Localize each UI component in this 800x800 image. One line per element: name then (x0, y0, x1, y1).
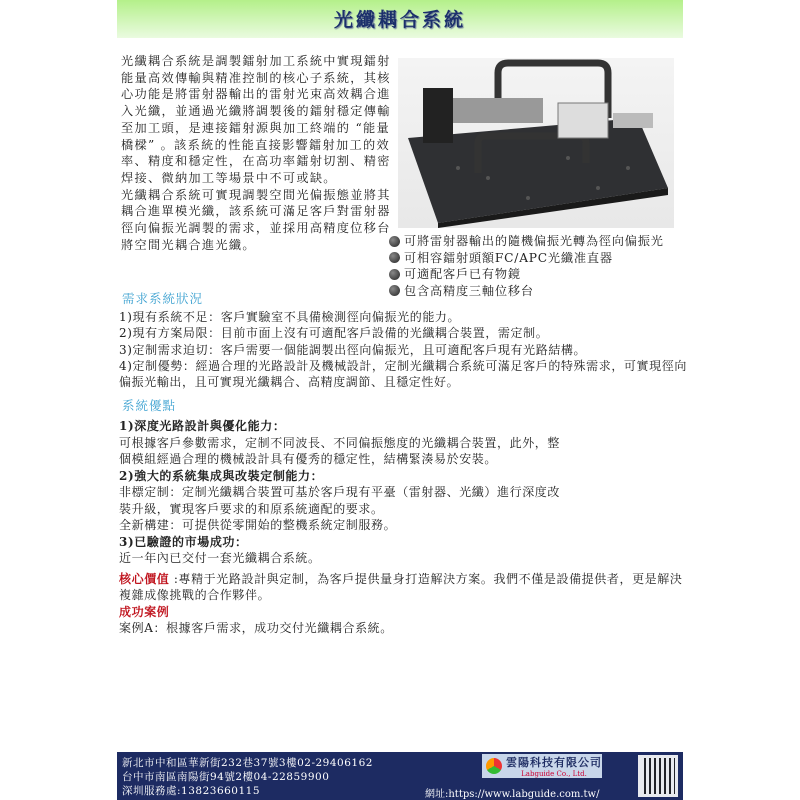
requirement-item: 2)現有方案局限：目前市面上沒有可適配客戶設備的光纖耦合裝置，需定制。 (119, 326, 549, 341)
core-value-text: :專精于光路設計與定制，為客戶提供量身打造解決方案。我們不僅是設備提供者，更是解決複雜成像挑戰的合作夥伴。 (119, 572, 683, 603)
advantages-list (119, 418, 689, 567)
cases-heading: 成功案例 (119, 604, 170, 619)
feature-item (389, 266, 664, 283)
requirements-heading: 需求系統狀況 (122, 291, 204, 306)
feature-text: 可將雷射器輸出的隨機偏振光轉為徑向偏振光 (404, 234, 664, 248)
intro-paragraph: 光纖耦合系統可實現調製空間光偏振態並將其耦合進單模光纖，該系統可滿足客戶對雷射器徑向偏振光調製的需求，並採用高精度位移台將空間光耦合進光纖。 (121, 187, 391, 252)
qr-code-icon (638, 755, 678, 797)
address-line: 台中市南區南陽街94號2樓04-22859900 (122, 771, 330, 783)
bullet-icon (389, 269, 400, 280)
feature-text: 包含高精度三軸位移台 (404, 283, 534, 298)
case-item: 案例A：根據客戶需求，成功交付光纖耦合系統。 (119, 620, 393, 635)
intro-text (121, 53, 391, 253)
title-banner (117, 0, 683, 38)
feature-item (389, 233, 664, 250)
requirements-list (119, 309, 689, 390)
feature-item (389, 250, 664, 267)
advantage-title: 2)強大的系統集成與改裝定制能力： (119, 468, 324, 483)
advantage-text: 全新構建：可提供從零開始的整機系統定制服務。 (119, 518, 397, 532)
company-name: 雲陽科技有限公司 (506, 756, 602, 769)
advantage-text: 裝升級，實現客戶要求的和原系統適配的要求。 (119, 501, 384, 516)
company-logo (482, 754, 602, 778)
bullet-icon (389, 285, 400, 296)
core-value-label: 核心價值 (119, 572, 170, 586)
footer (117, 752, 683, 800)
feature-item (389, 283, 664, 300)
advantage-text: 非標定制：定制光纖耦合裝置可基於客戶現有平臺（雷射器、光纖）進行深度改 (119, 485, 561, 499)
product-image (398, 58, 674, 228)
bullet-icon (389, 236, 400, 247)
address-line: 新北市中和區華新街232巷37號3樓02-29406162 (122, 757, 373, 769)
requirement-item: 4)定制優勢：經過合理的光路設計及機械設計，定制光纖耦合系統可滿足客戶的特殊需求，可實現徑向偏振光輸出，且可實現光纖耦合、高精度調節、且穩定性好。 (119, 358, 687, 390)
logo-icon (486, 758, 502, 774)
company-name-en: Labguide Co., Ltd. (521, 770, 587, 778)
requirement-item: 1)現有系統不足：客戶實驗室不具備檢測徑向偏振光的能力。 (119, 310, 461, 324)
advantage-text: 近一年內已交付一套光纖耦合系統。 (119, 551, 321, 565)
page-title: 光纖耦合系統 (333, 9, 466, 31)
address-line: 深圳服務處:13823660115 (122, 785, 261, 797)
feature-text: 可適配客戶已有物鏡 (404, 267, 521, 281)
website-link[interactable]: 網址:https://www.labguide.com.tw/ (425, 789, 600, 800)
bullet-icon (389, 252, 400, 263)
core-value (119, 571, 689, 636)
address-list (122, 756, 373, 798)
advantage-title: 3)已驗證的市場成功： (119, 534, 248, 549)
requirement-item: 3)定制需求迫切：客戶需要一個能調製出徑向偏振光，且可適配客戶現有光路結構。 (119, 342, 587, 357)
intro-paragraph: 光纖耦合系統是調製鐳射加工系統中實現鐳射能量高效傳輸與精准控制的核心子系統，其核心功能是將雷射器輸出的雷射光束高效耦合進入光纖，並通過光纖將調製後的鐳射穩定傳輸至加工頭，是連接鐳射源與加工終端的 “能量橋樑” 。該系統的性能直接影響鐳射加工的效率、精度和穩定性，在高功率鐳射切割、精密焊接、微納加工等場景中不可或缺。 (121, 54, 391, 185)
advantage-text: 可根據客戶參數需求，定制不同波長、不同偏振態度的光纖耦合裝置，此外，整 (119, 435, 561, 450)
advantages-heading: 系統優點 (122, 398, 177, 413)
advantage-text: 個模組經過合理的機械設計具有優秀的穩定性，結構緊湊易於安裝。 (119, 452, 498, 466)
feature-text: 可相容鐳射頭額FC/APC光纖准直器 (404, 250, 613, 265)
feature-list (389, 233, 664, 299)
advantage-title: 1)深度光路設計與優化能力： (119, 419, 286, 433)
